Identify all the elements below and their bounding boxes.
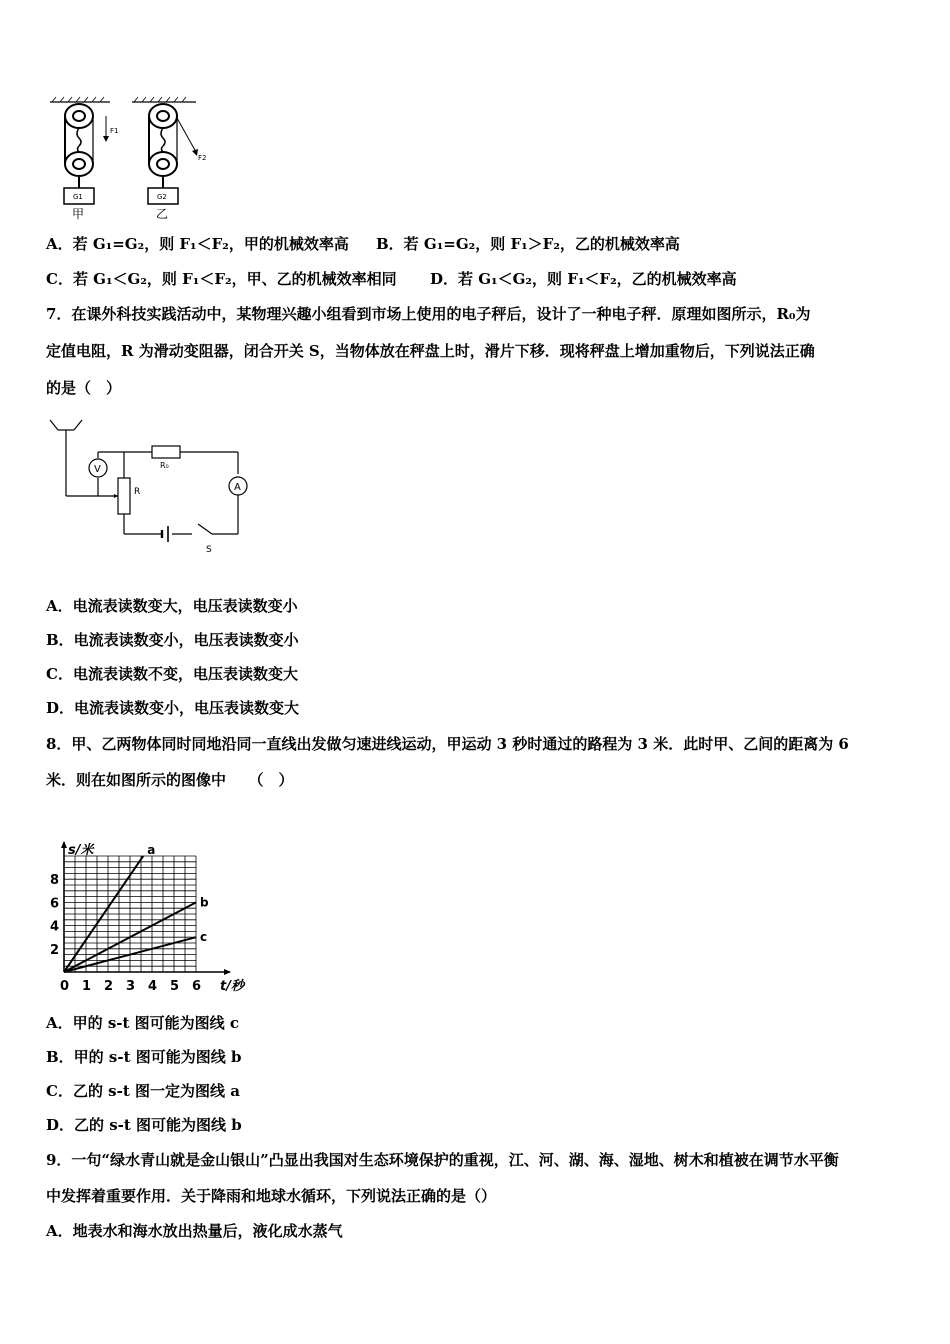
x-tick-label: 2 [104, 979, 114, 994]
series-label-a: a [147, 843, 156, 857]
x-tick-label: 1 [82, 979, 92, 994]
x-tick-label: 6 [192, 979, 202, 994]
q9-stem-line1: 9．一句“绿水青山就是金山银山”凸显出我国对生态环境保护的重视，江、河、湖、海、湿地、树木和植被在调节水平衡 [46, 1151, 839, 1169]
q8-option-c: C．乙的 s-t 图一定为图线 a [46, 1082, 240, 1100]
r-label: R [134, 487, 141, 497]
x-axis-arrow [224, 969, 231, 975]
label-yi: 乙 [156, 207, 169, 221]
q7-option-a: A．电流表读数变大，电压表读数变小 [46, 597, 298, 615]
q7-stem-line1: 7．在课外科技实践活动中，某物理兴趣小组看到市场上使用的电子秤后，设计了一种电子秤．原理如图所示，R₀为 [46, 305, 811, 323]
x-tick-label: 0 [60, 979, 70, 994]
weight-g2-label: G2 [157, 193, 167, 201]
q6-option-a: A．若 G₁=G₂，则 F₁＜F₂，甲的机械效率高 [46, 235, 349, 253]
st-graph [44, 806, 264, 996]
y-tick-label: 8 [50, 873, 60, 889]
y-tick-label: 6 [50, 896, 60, 912]
series-label-c: c [200, 930, 208, 945]
q6-option-b: B．若 G₁=G₂，则 F₁＞F₂，乙的机械效率高 [376, 235, 680, 253]
q7-option-d: D．电流表读数变小，电压表读数变大 [46, 699, 300, 717]
y-axis-label: s/米 [68, 843, 94, 858]
q8-option-b: B．甲的 s-t 图可能为图线 b [46, 1048, 242, 1066]
q8-stem-line2: 米．则在如图所示的图像中 （ ） [46, 771, 294, 789]
q6-option-d: D．若 G₁＜G₂，则 F₁＜F₂，乙的机械效率高 [430, 270, 737, 288]
x-axis-label: t/秒 [220, 979, 244, 994]
r0-label: R₀ [160, 461, 169, 470]
weight-g1-label: G1 [73, 193, 83, 201]
pulley-figure [46, 96, 226, 224]
q6-option-c: C．若 G₁＜G₂，则 F₁＜F₂，甲、乙的机械效率相同 [46, 270, 397, 288]
y-tick-label: 2 [50, 942, 60, 958]
q8-option-d: D．乙的 s-t 图可能为图线 b [46, 1116, 242, 1134]
series-label-b: b [200, 895, 209, 910]
y-tick-label: 4 [50, 919, 60, 935]
q9-stem-line2: 中发挥着重要作用．关于降雨和地球水循环，下列说法正确的是（） [46, 1187, 497, 1205]
force-f2-label: F2 [198, 154, 207, 162]
voltmeter-label: V [94, 464, 101, 475]
y-axis-arrow [61, 841, 67, 848]
label-jia: 甲 [72, 207, 85, 221]
x-tick-label: 5 [170, 979, 180, 994]
q7-stem-line2: 定值电阻，R 为滑动变阻器，闭合开关 S，当物体放在秤盘上时，滑片下移．现将秤盘上增加重物后，下列说法正确 [46, 342, 815, 360]
q9-option-a: A．地表水和海水放出热量后，液化成水蒸气 [46, 1222, 343, 1240]
x-tick-label: 4 [148, 979, 158, 994]
q7-stem-line3: 的是（ ） [46, 379, 122, 397]
switch-label: S [206, 545, 212, 555]
force-f1-label: F1 [110, 127, 119, 135]
q8-stem-line1: 8．甲、乙两物体同时同地沿同一直线出发做匀速进线运动，甲运动 3 秒时通过的路程为 3 米．此时甲、乙间的距离为 6 [46, 735, 849, 753]
q7-option-b: B．电流表读数变小，电压表读数变小 [46, 631, 299, 649]
q7-option-c: C．电流表读数不变，电压表读数变大 [46, 665, 298, 683]
circuit-diagram [46, 416, 256, 564]
q8-option-a: A．甲的 s-t 图可能为图线 c [46, 1014, 240, 1032]
ammeter-label: A [234, 482, 241, 493]
x-tick-label: 3 [126, 979, 136, 994]
